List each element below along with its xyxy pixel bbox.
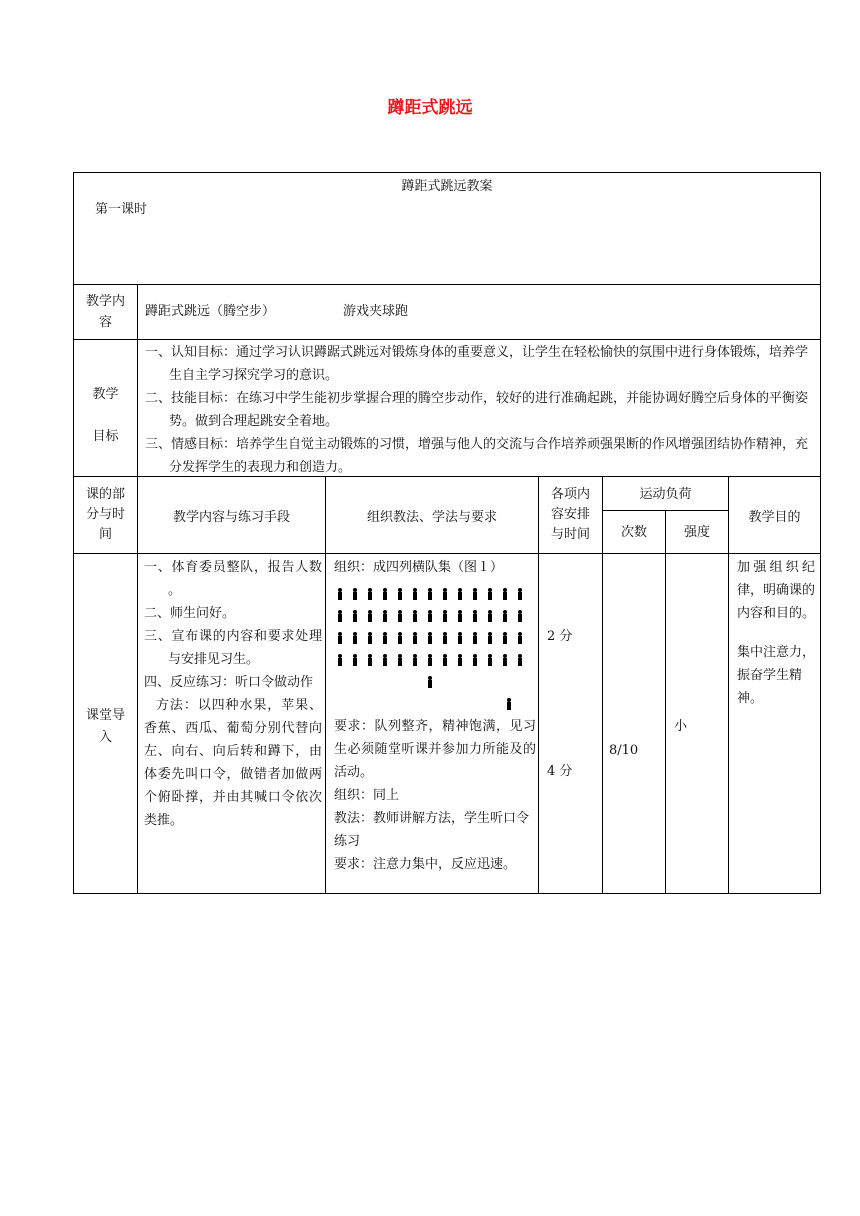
- student-figure-icon: [353, 610, 357, 622]
- header-content: 教学内容与练习手段: [172, 510, 290, 525]
- student-figure-icon: [398, 588, 402, 600]
- student-figure-icon: [473, 632, 477, 644]
- student-figure-icon: [413, 632, 417, 644]
- formation-figure: [333, 586, 533, 716]
- student-figure-icon: [473, 610, 477, 622]
- student-figure-icon: [413, 610, 417, 622]
- header-time: 各项内 容安排 与时间: [550, 487, 590, 542]
- page-title: 蹲距式跳远: [387, 98, 473, 118]
- student-figure-icon: [398, 654, 402, 666]
- intro-item: 二、师生问好。: [144, 606, 236, 621]
- student-figure-icon: [338, 632, 342, 644]
- intro-content: [144, 556, 322, 832]
- student-figure-icon: [413, 654, 417, 666]
- student-figure-icon: [503, 588, 507, 600]
- student-figure-icon: [518, 654, 522, 666]
- student-figure-icon: [428, 654, 432, 666]
- intro-item: 三、宣布课的内容和要求处理与安排见习生。: [144, 629, 322, 667]
- intro-time-1: 2 分: [547, 629, 573, 644]
- intro-intensity: 小: [674, 719, 688, 734]
- student-figure-icon: [458, 610, 462, 622]
- student-figure-icon: [428, 588, 432, 600]
- student-figure-icon: [428, 610, 432, 622]
- student-figure-icon: [353, 632, 357, 644]
- intro-item: 一、体育委员整队，报告人数 。: [144, 560, 322, 598]
- student-figure-icon: [383, 654, 387, 666]
- student-figure-icon: [473, 654, 477, 666]
- content-label: 教学内 容: [85, 294, 125, 330]
- student-figure-icon: [368, 654, 372, 666]
- objectives-label: 教学 目标: [92, 387, 119, 444]
- intro-purpose: 加强组织纪律，明确课的内容和目的。 集中注意力，振奋学生精神。: [737, 560, 816, 706]
- student-figure-icon: [413, 588, 417, 600]
- student-figure-icon: [503, 632, 507, 644]
- header-load: 运动负荷: [639, 487, 692, 502]
- content-value-2: 游戏夹球跑: [343, 304, 409, 319]
- objective-item: 一、认知目标：通过学习认识蹲踞式跳远对锻炼身体的重要意义，让学生在轻松愉快的氛围中进行身体锻炼，培养学生自主学习探究学习的意识。: [145, 345, 809, 383]
- student-figure-icon: [368, 632, 372, 644]
- intro-organization-title: 组织：成四列横队集（图１）: [334, 560, 504, 575]
- header-count: 次数: [620, 525, 647, 540]
- lesson-label: 第一课时: [95, 202, 148, 217]
- student-figure-icon: [488, 654, 492, 666]
- student-figure-icon: [443, 654, 447, 666]
- objectives-list: [145, 341, 815, 479]
- intro-time-2: 4 分: [547, 764, 573, 779]
- student-figure-icon: [383, 632, 387, 644]
- student-figure-icon: [443, 588, 447, 600]
- student-figure-icon: [338, 610, 342, 622]
- student-figure-icon: [458, 588, 462, 600]
- teacher-figure-icon: [428, 676, 432, 688]
- student-figure-icon: [458, 654, 462, 666]
- student-figure-icon: [398, 632, 402, 644]
- student-figure-icon: [353, 654, 357, 666]
- student-figure-icon: [383, 610, 387, 622]
- intro-organization: 要求：队列整齐，精神饱满，见习生必须随堂听课并参加力所能及的活动。 组织：同上 教法：教师讲解方法，学生听口令练习 要求：注意力集中，反应迅速。: [334, 719, 536, 872]
- student-figure-icon: [383, 588, 387, 600]
- student-figure-icon: [503, 654, 507, 666]
- intro-count: 8/10: [609, 743, 639, 758]
- student-figure-icon: [488, 632, 492, 644]
- student-figure-icon: [443, 632, 447, 644]
- student-figure-icon: [518, 588, 522, 600]
- intro-part: 课堂导 入: [85, 708, 125, 745]
- student-figure-icon: [428, 632, 432, 644]
- student-figure-icon: [518, 632, 522, 644]
- intro-method: 方法：以四种水果，苹果、香蕉、西瓜、葡萄分别代替向左、向右、向后转和蹲下，由体委先叫口令，做错者加做两个俯卧撑，并由其喊口令依次类推。: [144, 698, 322, 828]
- student-figure-icon: [353, 588, 357, 600]
- objective-item: 三、情感目标：培养学生自觉主动锻炼的习惯，增强与他人的交流与合作培养顽强果断的作风增强团结协作精神，充分发挥学生的表现力和创造力。: [145, 437, 809, 475]
- header-intensity: 强度: [683, 525, 710, 540]
- student-figure-icon: [368, 588, 372, 600]
- student-figure-icon: [473, 588, 477, 600]
- student-figure-icon: [338, 654, 342, 666]
- header-organization: 组织教法、学法与要求: [366, 510, 497, 525]
- student-figure-icon: [398, 610, 402, 622]
- objective-item: 二、技能目标：在练习中学生能初步掌握合理的腾空步动作，较好的进行准确起跳，并能协调好腾空后身体的平衡姿势。做到合理起跳安全着地。: [145, 391, 809, 429]
- student-figure-icon: [338, 588, 342, 600]
- student-figure-icon: [518, 610, 522, 622]
- student-figure-icon: [443, 610, 447, 622]
- plan-title: 蹲距式跳远教案: [401, 179, 493, 194]
- student-figure-icon: [503, 610, 507, 622]
- intro-item: 四、反应练习：听口令做动作: [144, 675, 314, 690]
- student-figure-icon: [488, 610, 492, 622]
- student-figure-icon: [458, 632, 462, 644]
- student-figure-icon: [368, 610, 372, 622]
- header-part: 课的部 分与时 间: [85, 487, 125, 542]
- observer-figure-icon: [507, 698, 511, 710]
- header-purpose: 教学目的: [748, 510, 801, 525]
- student-figure-icon: [488, 588, 492, 600]
- content-value: 蹲距式跳远（腾空步）: [145, 304, 276, 319]
